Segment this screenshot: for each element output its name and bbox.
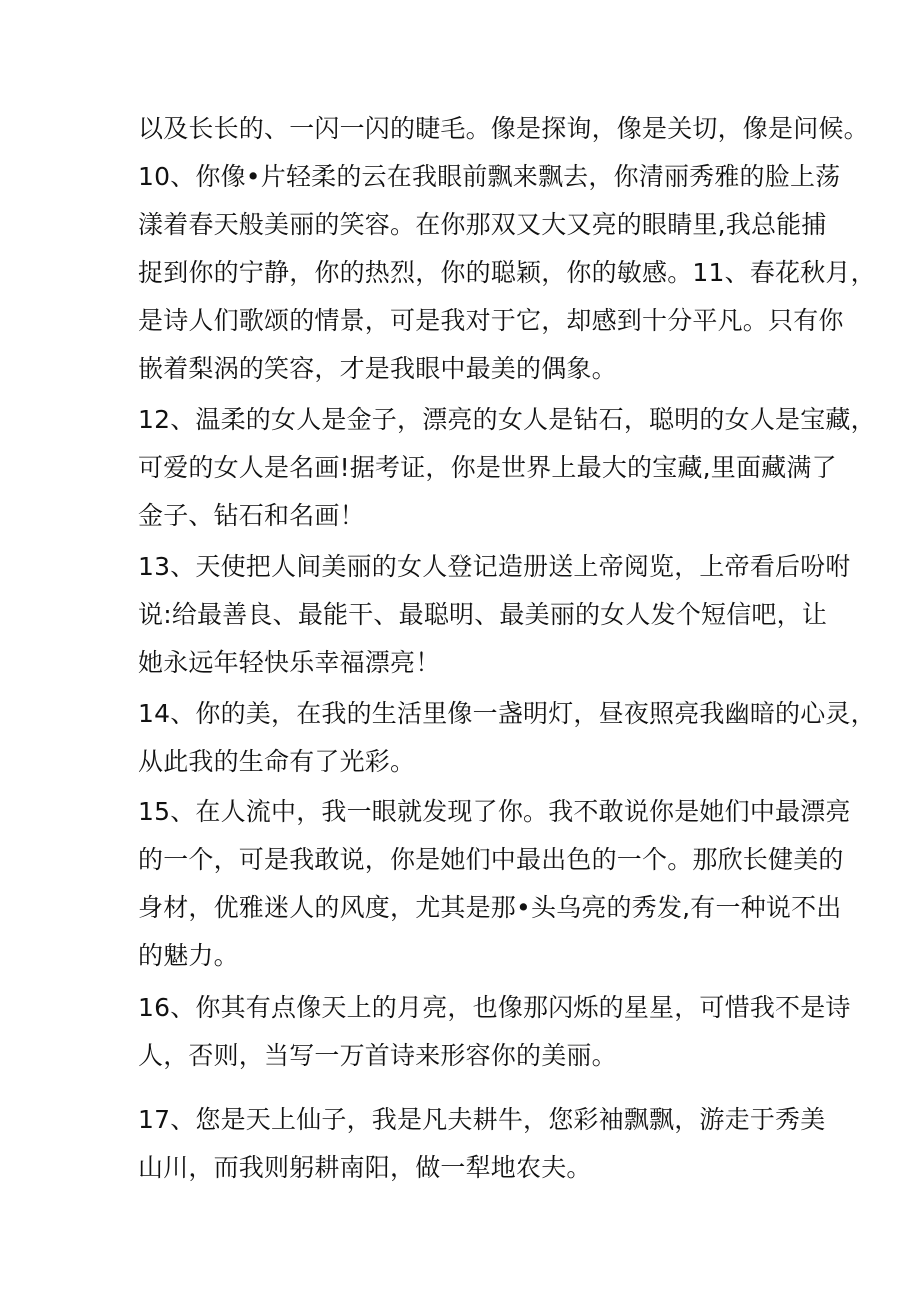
text-line: 金子、钻石和名画！	[138, 501, 365, 530]
text-line: 是诗人们歌颂的情景，可是我对于它，却感到十分平凡。只有你	[138, 306, 844, 335]
text-line: 12、温柔的女人是金子，漂亮的女人是钻石，聪明的女人是宝藏，	[138, 405, 876, 434]
text-line: 13、天使把人间美丽的女人登记造册送上帝阅览，上帝看后吩咐	[138, 552, 851, 581]
text-line: 16、你其有点像天上的月亮，也像那闪烁的星星，可惜我不是诗	[138, 993, 851, 1022]
text-line: 漾着春天般美丽的笑容。在你那双又大又亮的眼睛里,我总能捕	[138, 210, 827, 239]
text-line: 17、您是天上仙子，我是凡夫耕牛，您彩袖飘飘，游走于秀美	[138, 1105, 826, 1134]
text-line: 14、你的美，在我的生活里像一盏明灯，昼夜照亮我幽暗的心灵，	[138, 699, 876, 728]
text-line: 从此我的生命有了光彩。	[138, 747, 416, 776]
text-line: 嵌着梨涡的笑容，才是我眼中最美的偶象。	[138, 354, 617, 383]
text-line: 的一个，可是我敢说，你是她们中最出色的一个。那欣长健美的	[138, 845, 844, 874]
text-line: 15、在人流中，我一眼就发现了你。我不敢说你是她们中最漂亮	[138, 797, 851, 826]
text-line: 山川，而我则躬耕南阳，做一犁地农夫。	[138, 1153, 592, 1182]
text-line: 可爱的女人是名画!据考证，你是世界上最大的宝藏,里面藏满了	[138, 453, 837, 482]
text-line: 10、你像•片轻柔的云在我眼前飘来飘去，你清丽秀雅的脸上荡	[138, 162, 841, 191]
text-line: 说:给最善良、最能干、最聪明、最美丽的女人发个短信吧，让	[138, 600, 828, 629]
text-line: 人，否则，当写一万首诗来形容你的美丽。	[138, 1041, 617, 1070]
text-line: 捉到你的宁静，你的热烈，你的聪颖，你的敏感。11、春花秋月，	[138, 258, 876, 287]
text-line: 以及长长的、一闪一闪的睫毛。像是探询，像是关切，像是问候。	[138, 114, 869, 143]
text-line: 她永远年轻快乐幸福漂亮！	[138, 648, 441, 677]
text-line: 的魅力。	[138, 941, 239, 970]
text-line: 身材，优雅迷人的风度，尤其是那•头乌亮的秀发,有一种说不出	[138, 893, 842, 922]
